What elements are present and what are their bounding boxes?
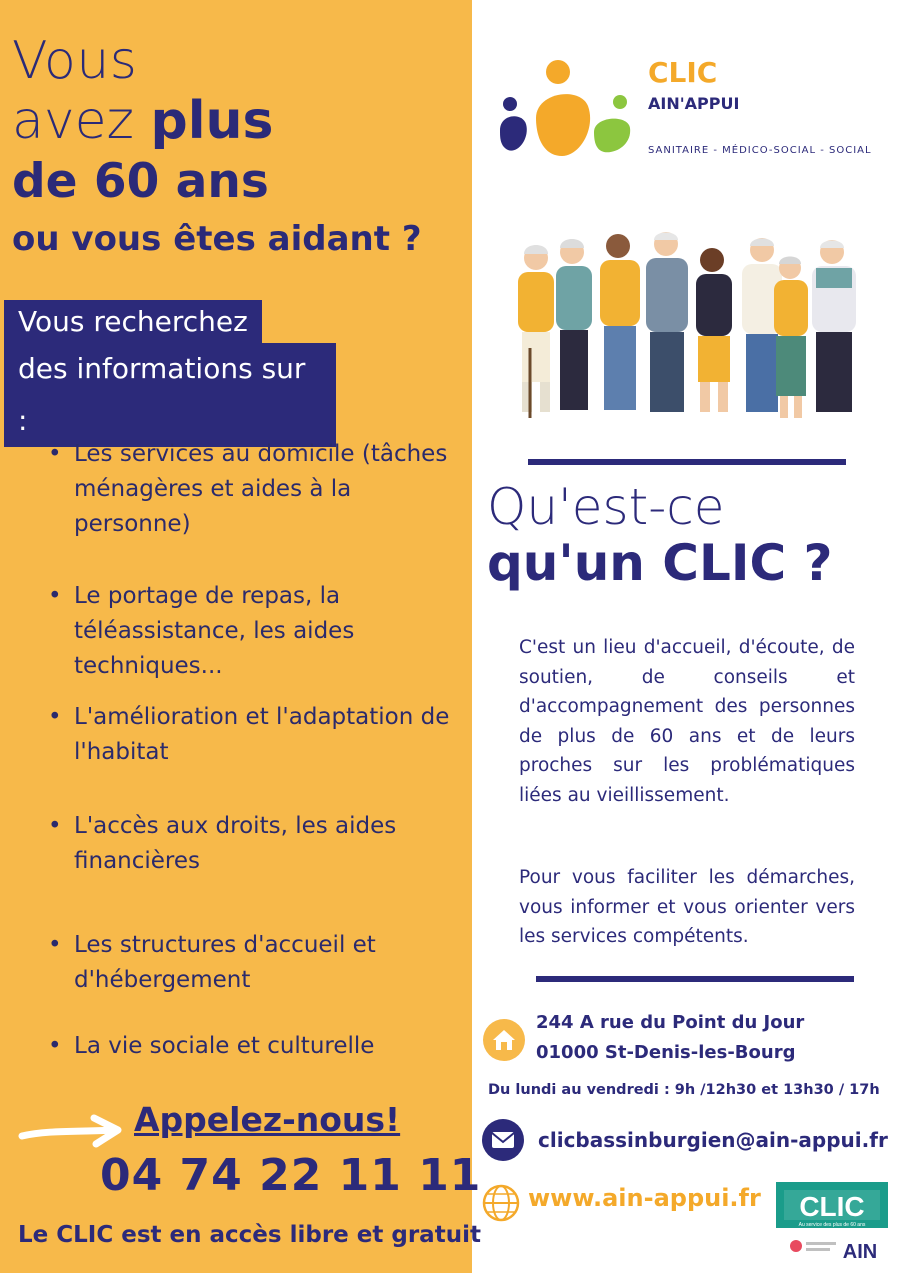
arrow-right-icon: [18, 1112, 128, 1152]
headline-line-2-bold: plus: [150, 91, 274, 151]
mail-icon: [481, 1118, 525, 1162]
info-box-line-2: des informations sur :: [4, 343, 336, 447]
divider: [536, 976, 854, 982]
bullet-icon: •: [48, 583, 62, 609]
list-item: [40, 809, 450, 879]
address-line-1: 244 A rue du Point du Jour: [536, 1012, 805, 1033]
headline-line-3: de 60 ans: [12, 154, 269, 209]
brand-subtitle: AIN'APPUI: [648, 94, 740, 113]
bullet-icon: •: [48, 813, 62, 839]
list-item: [40, 928, 450, 998]
headline-line-2: [12, 90, 482, 152]
clic-purpose: Pour vous faciliter les démarches, vous informer et vous orienter vers les services compétents.: [519, 867, 855, 947]
badge-text: CLIC: [799, 1191, 865, 1222]
brand-tagline: SANITAIRE - MÉDICO-SOCIAL - SOCIAL: [648, 145, 872, 156]
globe-icon: [481, 1183, 521, 1223]
list-item: [40, 1029, 450, 1064]
list-item-text: La vie sociale et culturelle: [74, 1033, 375, 1059]
phone-number[interactable]: 04 74 22 11 11: [100, 1150, 482, 1201]
clic-badge-logo: [776, 1182, 888, 1266]
headline: [12, 32, 482, 266]
list-item: [40, 579, 450, 684]
list-item-text: Les services au domicile (tâches ménagères et aides à la personne): [74, 441, 448, 537]
address-line-2: 01000 St-Denis-les-Bourg: [536, 1042, 796, 1063]
list-item-text: Le portage de repas, la téléassistance, les aides techniques...: [74, 583, 355, 679]
info-box: [4, 300, 336, 447]
headline-line-4: ou vous êtes aidant ?: [12, 219, 422, 259]
brand-name: CLIC: [648, 56, 718, 89]
bullet-icon: •: [48, 704, 62, 730]
bullet-icon: •: [48, 932, 62, 958]
website-link[interactable]: www.ain-appui.fr: [528, 1184, 761, 1212]
seniors-group-illustration: [500, 228, 872, 438]
free-access-note: Le CLIC est en accès libre et gratuit: [18, 1222, 481, 1248]
bullet-icon: •: [48, 1033, 62, 1059]
question-title-line-1: Qu'est-ce: [487, 478, 725, 536]
list-item-text: Les structures d'accueil et d'hébergement: [74, 932, 376, 993]
clic-logo-icon: [496, 58, 636, 158]
headline-line-1: Vous: [12, 31, 138, 91]
divider: [528, 459, 846, 465]
list-item: [40, 700, 450, 770]
list-item-text: L'amélioration et l'adaptation de l'habitat: [74, 704, 450, 765]
list-item-text: L'accès aux droits, les aides financières: [74, 813, 397, 874]
email-link[interactable]: clicbassinburgien@ain-appui.fr: [538, 1128, 888, 1152]
call-us-label: Appelez-nous!: [134, 1100, 401, 1139]
home-icon: [482, 1018, 526, 1062]
badge-partner: AIN: [842, 1241, 878, 1263]
bullet-icon: •: [48, 441, 62, 467]
info-box-line-1: Vous recherchez: [4, 300, 262, 344]
opening-hours: Du lundi au vendredi : 9h /12h30 et 13h30 / 17h: [488, 1082, 880, 1098]
question-title-line-2: qu'un CLIC ?: [487, 534, 833, 592]
clic-definition: C'est un lieu d'accueil, d'écoute, de soutien, de conseils et d'accompagnement des personnes de plus de 60 ans et de leurs proches sur les problématiques liées au vieillissement.: [519, 637, 855, 806]
headline-line-2-thin: avez: [12, 91, 134, 151]
badge-subtitle: Au service des plus de 60 ans: [798, 1222, 866, 1228]
list-item: [40, 437, 450, 542]
